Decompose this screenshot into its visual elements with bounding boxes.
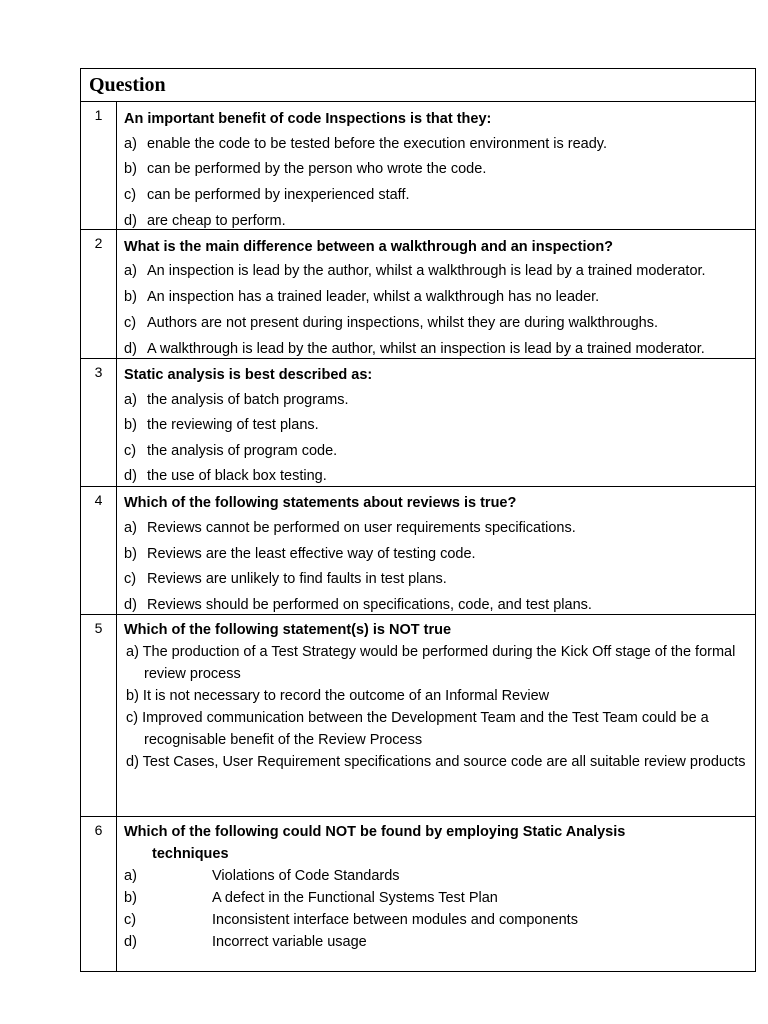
question-number: 1 (81, 102, 117, 229)
option-b: b) Reviews are the least effective way of testing code. (124, 546, 476, 562)
option-a: a) Violations of Code Standards (124, 868, 400, 884)
question-text: Which of the following statement(s) is NOT true (124, 622, 452, 638)
question-row-1 (81, 102, 755, 230)
question-row-2 (81, 230, 755, 359)
question-number: 3 (81, 359, 117, 486)
question-number: 4 (81, 487, 117, 614)
option-c: c) the analysis of program code. (124, 443, 338, 459)
option-d: d) A walkthrough is lead by the author, whilst an inspection is lead by a trained moderator. (124, 341, 705, 357)
question-number: 5 (81, 615, 117, 816)
header-question: Question (89, 74, 166, 96)
option-b: b) the reviewing of test plans. (124, 417, 319, 433)
question-text: Static analysis is best described as: (124, 367, 373, 383)
option-a: a) The production of a Test Strategy would be performed during the Kick Off stage of the formal review process (126, 644, 736, 682)
option-d: d) the use of black box testing. (124, 468, 327, 484)
option-a: a) enable the code to be tested before the execution environment is ready. (124, 136, 608, 152)
option-c: c) Reviews are unlikely to find faults in test plans. (124, 571, 447, 587)
option-d: d) Test Cases, User Requirement specifications and source code are all suitable review products (126, 754, 746, 770)
table-header (81, 69, 755, 102)
question-row-5 (81, 615, 755, 817)
question-row-4 (81, 487, 755, 615)
question-text: An important benefit of code Inspections is that they: (124, 111, 492, 127)
option-c: c) Authors are not present during inspections, whilst they are during walkthroughs. (124, 315, 659, 331)
option-c: c) can be performed by inexperienced staff. (124, 187, 410, 203)
option-d: d) Incorrect variable usage (124, 934, 367, 950)
question-number: 2 (81, 230, 117, 358)
question-row-6 (81, 817, 755, 971)
option-d: d) Reviews should be performed on specifications, code, and test plans. (124, 597, 592, 613)
option-d: d) are cheap to perform. (124, 213, 286, 229)
question-number: 6 (81, 817, 117, 971)
option-a: a) the analysis of batch programs. (124, 392, 349, 408)
question-text: Which of the following statements about reviews is true? (124, 495, 517, 511)
question-text-continued: techniques (152, 846, 229, 862)
option-a: a) Reviews cannot be performed on user requirements specifications. (124, 520, 576, 536)
option-b: b) can be performed by the person who wrote the code. (124, 161, 487, 177)
question-row-3 (81, 359, 755, 487)
option-b: b) A defect in the Functional Systems Test Plan (124, 890, 498, 906)
option-b: b) An inspection has a trained leader, whilst a walkthrough has no leader. (124, 289, 600, 305)
option-c: c) Improved communication between the Development Team and the Test Team could be a recognisable benefit of the Review Process (126, 710, 709, 748)
question-text: What is the main difference between a walkthrough and an inspection? (124, 239, 614, 255)
option-b: b) It is not necessary to record the outcome of an Informal Review (126, 688, 550, 704)
question-table (80, 68, 756, 972)
option-a: a) An inspection is lead by the author, whilst a walkthrough is lead by a trained moderator. (124, 263, 706, 279)
option-c: c) Inconsistent interface between modules and components (124, 912, 578, 928)
question-text: Which of the following could NOT be found by employing Static Analysis (124, 824, 626, 840)
